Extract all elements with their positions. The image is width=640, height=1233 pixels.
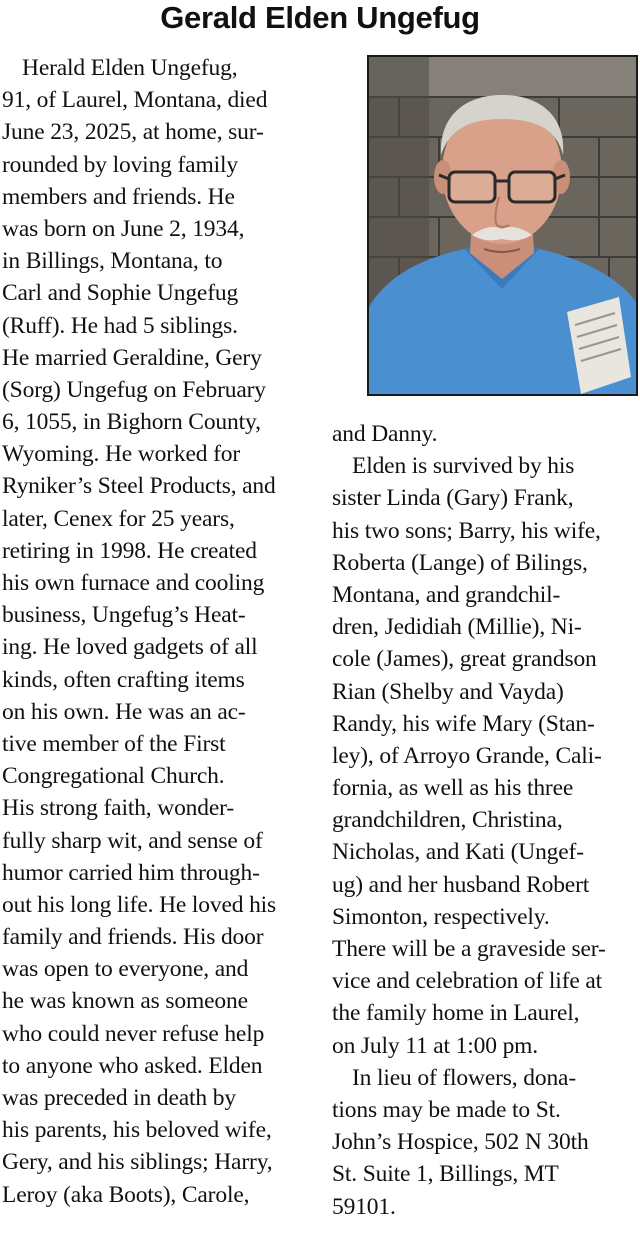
text-line: Rian (Shelby and Vayda) (332, 678, 564, 705)
text-line: family and friends. His door (2, 924, 264, 951)
text-line: dren, Jedidiah (Millie), Ni- (332, 614, 582, 641)
text-line: (Ruff). He had 5 siblings. (2, 312, 238, 339)
portrait-photo (367, 55, 638, 396)
text-line: the family home in Laurel, (332, 1000, 580, 1027)
text-line: ley), of Arroyo Grande, Cali- (332, 742, 602, 769)
text-line: 6, 1055, in Bighorn County, (2, 409, 261, 436)
text-line: Wyoming. He worked for (2, 441, 241, 468)
text-line: There will be a graveside ser- (332, 936, 606, 962)
text-line: who could never refuse help (2, 1020, 265, 1047)
text-line: his two sons; Barry, his wife, (332, 517, 601, 544)
text-line: members and friends. He (2, 183, 235, 210)
text-line: cole (James), great grandson (332, 646, 597, 673)
text-line: rounded by loving family (2, 151, 238, 178)
text-line: tive member of the First (2, 730, 226, 757)
text-line: 59101. (332, 1193, 396, 1220)
text-line: ing. He loved gadgets of all (2, 634, 258, 661)
text-line: Ryniker’s Steel Products, and (2, 473, 276, 500)
text-line: later, Cenex for 25 years, (2, 505, 235, 532)
text-line: ug) and her husband Robert (332, 871, 590, 898)
text-line: on his own. He was an ac- (2, 698, 246, 725)
text-line: in Billings, Montana, to (2, 248, 223, 275)
text-line: retiring in 1998. He created (2, 537, 257, 564)
text-line: out his long life. He loved his (2, 891, 277, 918)
left-column (2, 52, 314, 1211)
text-line: (Sorg) Ungefug on February (2, 376, 266, 403)
text-line: was open to everyone, and (2, 956, 249, 983)
text-line: Simonton, respectively. (332, 903, 550, 930)
text-line: he was known as someone (2, 988, 248, 1015)
text-line: Elden is survived by his (352, 453, 575, 480)
right-column (332, 418, 638, 1223)
text-line: He married Geraldine, Gery (2, 344, 262, 371)
text-line: John’s Hospice, 502 N 30th (332, 1129, 589, 1156)
text-line: vice and celebration of life at (332, 968, 603, 995)
obituary-title: Gerald Elden Ungefug (160, 0, 480, 35)
portrait-illustration (369, 57, 636, 394)
text-line: Montana, and grandchil- (332, 581, 561, 608)
text-line: St. Suite 1, Billings, MT (332, 1161, 559, 1188)
text-line: Carl and Sophie Ungefug (2, 280, 239, 307)
text-line: grandchildren, Christina, (332, 807, 563, 834)
text-line: June 23, 2025, at home, sur- (2, 119, 264, 146)
text-line: and Danny. (332, 421, 438, 447)
text-line: Gery, and his siblings; Harry, (2, 1149, 273, 1176)
text-line: Herald Elden Ungefug, (22, 55, 238, 81)
text-line: fornia, as well as his three (332, 775, 574, 802)
text-line: Leroy (aka Boots), Carole, (2, 1181, 250, 1208)
text-line: on July 11 at 1:00 pm. (332, 1032, 539, 1059)
text-line: humor carried him through- (2, 859, 260, 886)
text-line: was born on June 2, 1934, (2, 215, 245, 242)
text-line: Roberta (Lange) of Bilings, (332, 549, 588, 576)
text-line: kinds, often crafting items (2, 666, 245, 693)
text-line: his own furnace and cooling (2, 570, 265, 596)
text-line: Congregational Church. (2, 763, 225, 790)
text-line: tions may be made to St. (332, 1096, 561, 1123)
text-line: In lieu of flowers, dona- (352, 1064, 576, 1091)
text-line: was preceded in death by (2, 1085, 236, 1111)
text-line: Randy, his wife Mary (Stan- (332, 710, 595, 737)
text-line: his parents, his beloved wife, (2, 1117, 272, 1144)
text-line: to anyone who asked. Elden (2, 1052, 263, 1079)
text-line: fully sharp wit, and sense of (2, 827, 263, 854)
text-line: His strong faith, wonder- (2, 795, 235, 822)
text-line: 91, of Laurel, Montana, died (2, 87, 268, 114)
text-line: sister Linda (Gary) Frank, (332, 485, 574, 512)
text-line: Nicholas, and Kati (Ungef- (332, 839, 584, 866)
text-line: business, Ungefug’s Heat- (2, 602, 246, 629)
